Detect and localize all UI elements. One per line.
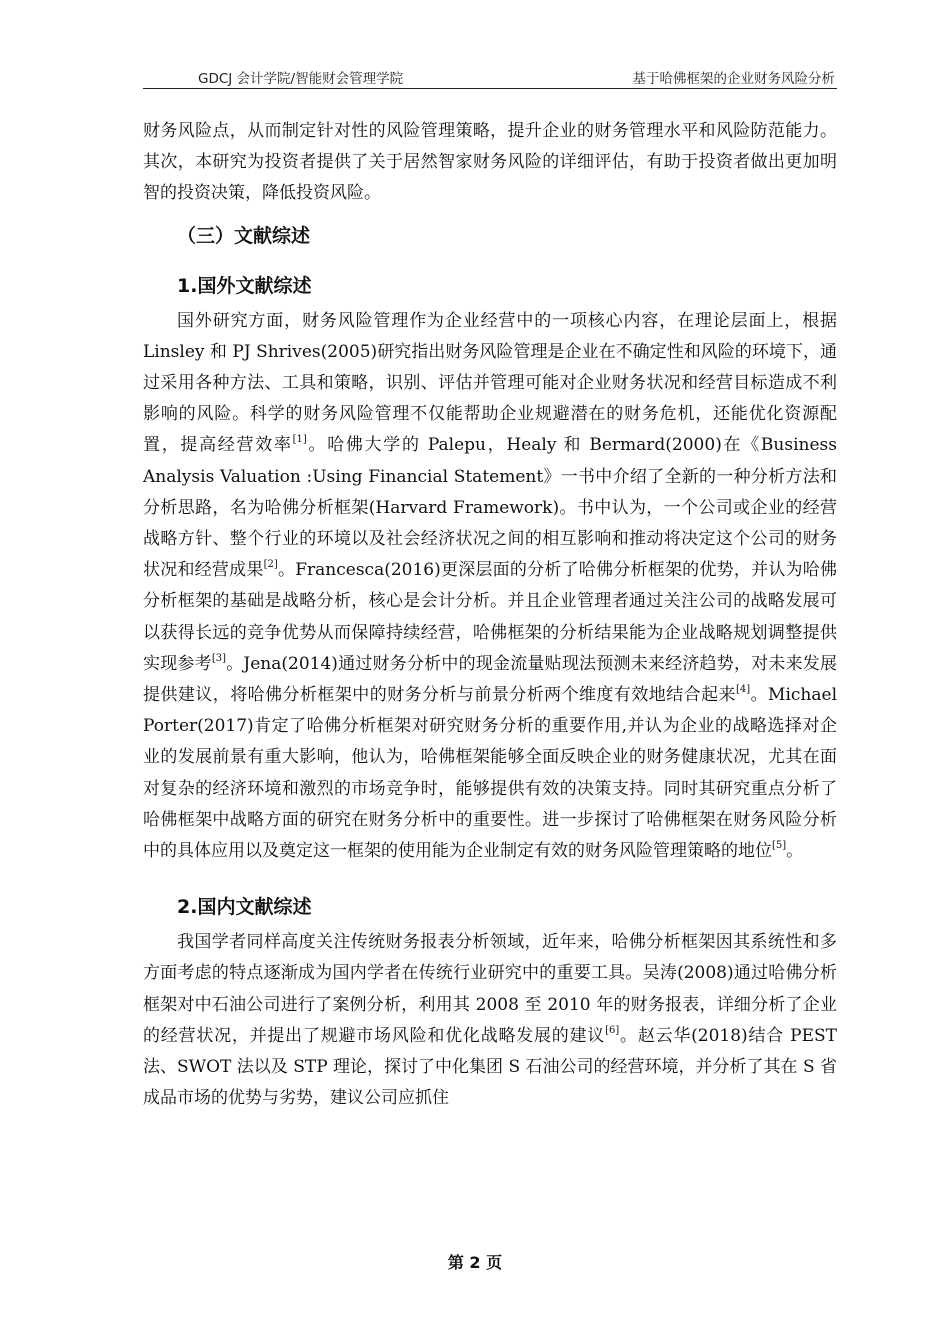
page-header: [143, 66, 837, 89]
citation-ref: [3]: [211, 652, 227, 664]
subsection-heading-foreign: 1.国外文献综述: [177, 274, 312, 297]
citation-ref: [4]: [736, 684, 751, 696]
intro-paragraph: 财务风险点，从而制定针对性的风险管理策略，提升企业的财务管理水平和风险防范能力。其次，本研究为投资者提供了关于居然智家财务风险的详细评估，有助于投资者做出更加明智的投资决策，降低投资风险。: [143, 121, 837, 204]
foreign-text-6: 。: [786, 841, 804, 862]
section-heading-literature-review: （三）文献综述: [177, 224, 311, 247]
foreign-text-4: 。Jena(2014)通过财务分析中的现金流量贴现法预测未来经济趋势，对未来发展提供建议，将哈佛分析框架中的财务分析与前景分析两个维度有效地结合起来: [143, 653, 837, 706]
citation-ref: [5]: [772, 840, 787, 852]
page-number: 第 2 页: [447, 1253, 503, 1272]
foreign-text-3: 。Francesca(2016)更深层面的分析了哈佛分析框架的优势，并认为哈佛分析框架的基础是战略分析，核心是会计分析。并且企业管理者通过关注公司的战略发展可以获得长远的竞争优势从而保障持续经营，哈佛框架的分析结果能为企业战略规划调整提供实现参考: [143, 560, 838, 674]
subsection-heading-domestic: 2.国内文献综述: [177, 896, 312, 919]
citation-ref: [1]: [292, 434, 307, 446]
foreign-review-paragraph: [143, 306, 837, 868]
header-thesis-title: 基于哈佛框架的企业财务风险分析: [632, 71, 835, 87]
domestic-text-1: 我国学者同样高度关注传统财务报表分析领域，近年来，哈佛分析框架因其系统性和多方面考虑的特点逐渐成为国内学者在传统行业研究中的重要工具。吴涛(2008)通过哈佛分析框架对中石油公司进行了案例分析，利用其 2008 至 2010 年的财务报表，详细分析了企业的经营状况，并提出了规避市场风险和优化战略发展的建议: [143, 932, 837, 1046]
page-body: [143, 116, 837, 1114]
header-institution: GDCJ 会计学院/智能财会管理学院: [198, 71, 404, 87]
domestic-text-2: 。赵云华(2018)结合 PEST 法、SWOT 法以及 STP 理论，探讨了中化集团 S 石油公司的经营环境，并分析了其在 S 省成品市场的优势与劣势，建议公司应抓住: [143, 1025, 838, 1109]
foreign-text-5: 。Michael Porter(2017)肯定了哈佛分析框架对研究财务分析的重要作用,并认为企业的战略选择对企业的发展前景有重大影响，他认为，哈佛框架能够全面反映企业的财务健康状况，尤其在面对复杂的经济环境和激烈的市场竞争时，能够提供有效的决策支持。同时其研究重点分析了哈佛框架中战略方面的研究在财务分析中的重要性。进一步探讨了哈佛框架在财务风险分析中的具体应用以及奠定这一框架的使用能为企业制定有效的财务风险管理策略的地位: [143, 685, 838, 862]
domestic-review-paragraph: [143, 927, 837, 1114]
foreign-text-2: 。哈佛大学的 Palepu，Healy 和 Bermard(2000)在《Business Analysis Valuation :Using Financial Statement》一书中介绍了全新的一种分析方法和分析思路，名为哈佛分析框架(Harvard Framework)。书中认为，一个公司或企业的经营战略方针、整个行业的环境以及社会经济状况之间的相互影响和推动将决定这个公司的财务状况和经营成果: [143, 435, 837, 581]
citation-ref: [6]: [605, 1024, 620, 1036]
foreign-text-1: 国外研究方面，财务风险管理作为企业经营中的一项核心内容，在理论层面上，根据 Linsley 和 PJ Shrives(2005)研究指出财务风险管理是企业在不确定性和风险的环境下，通过采用各种方法、工具和策略，识别、评估并管理可能对企业财务状况和经营目标造成不利影响的风险。科学的财务风险管理不仅能帮助企业规避潜在的财务危机，还能优化资源配置，提高经营效率: [143, 310, 837, 456]
citation-ref: [2]: [263, 559, 278, 571]
